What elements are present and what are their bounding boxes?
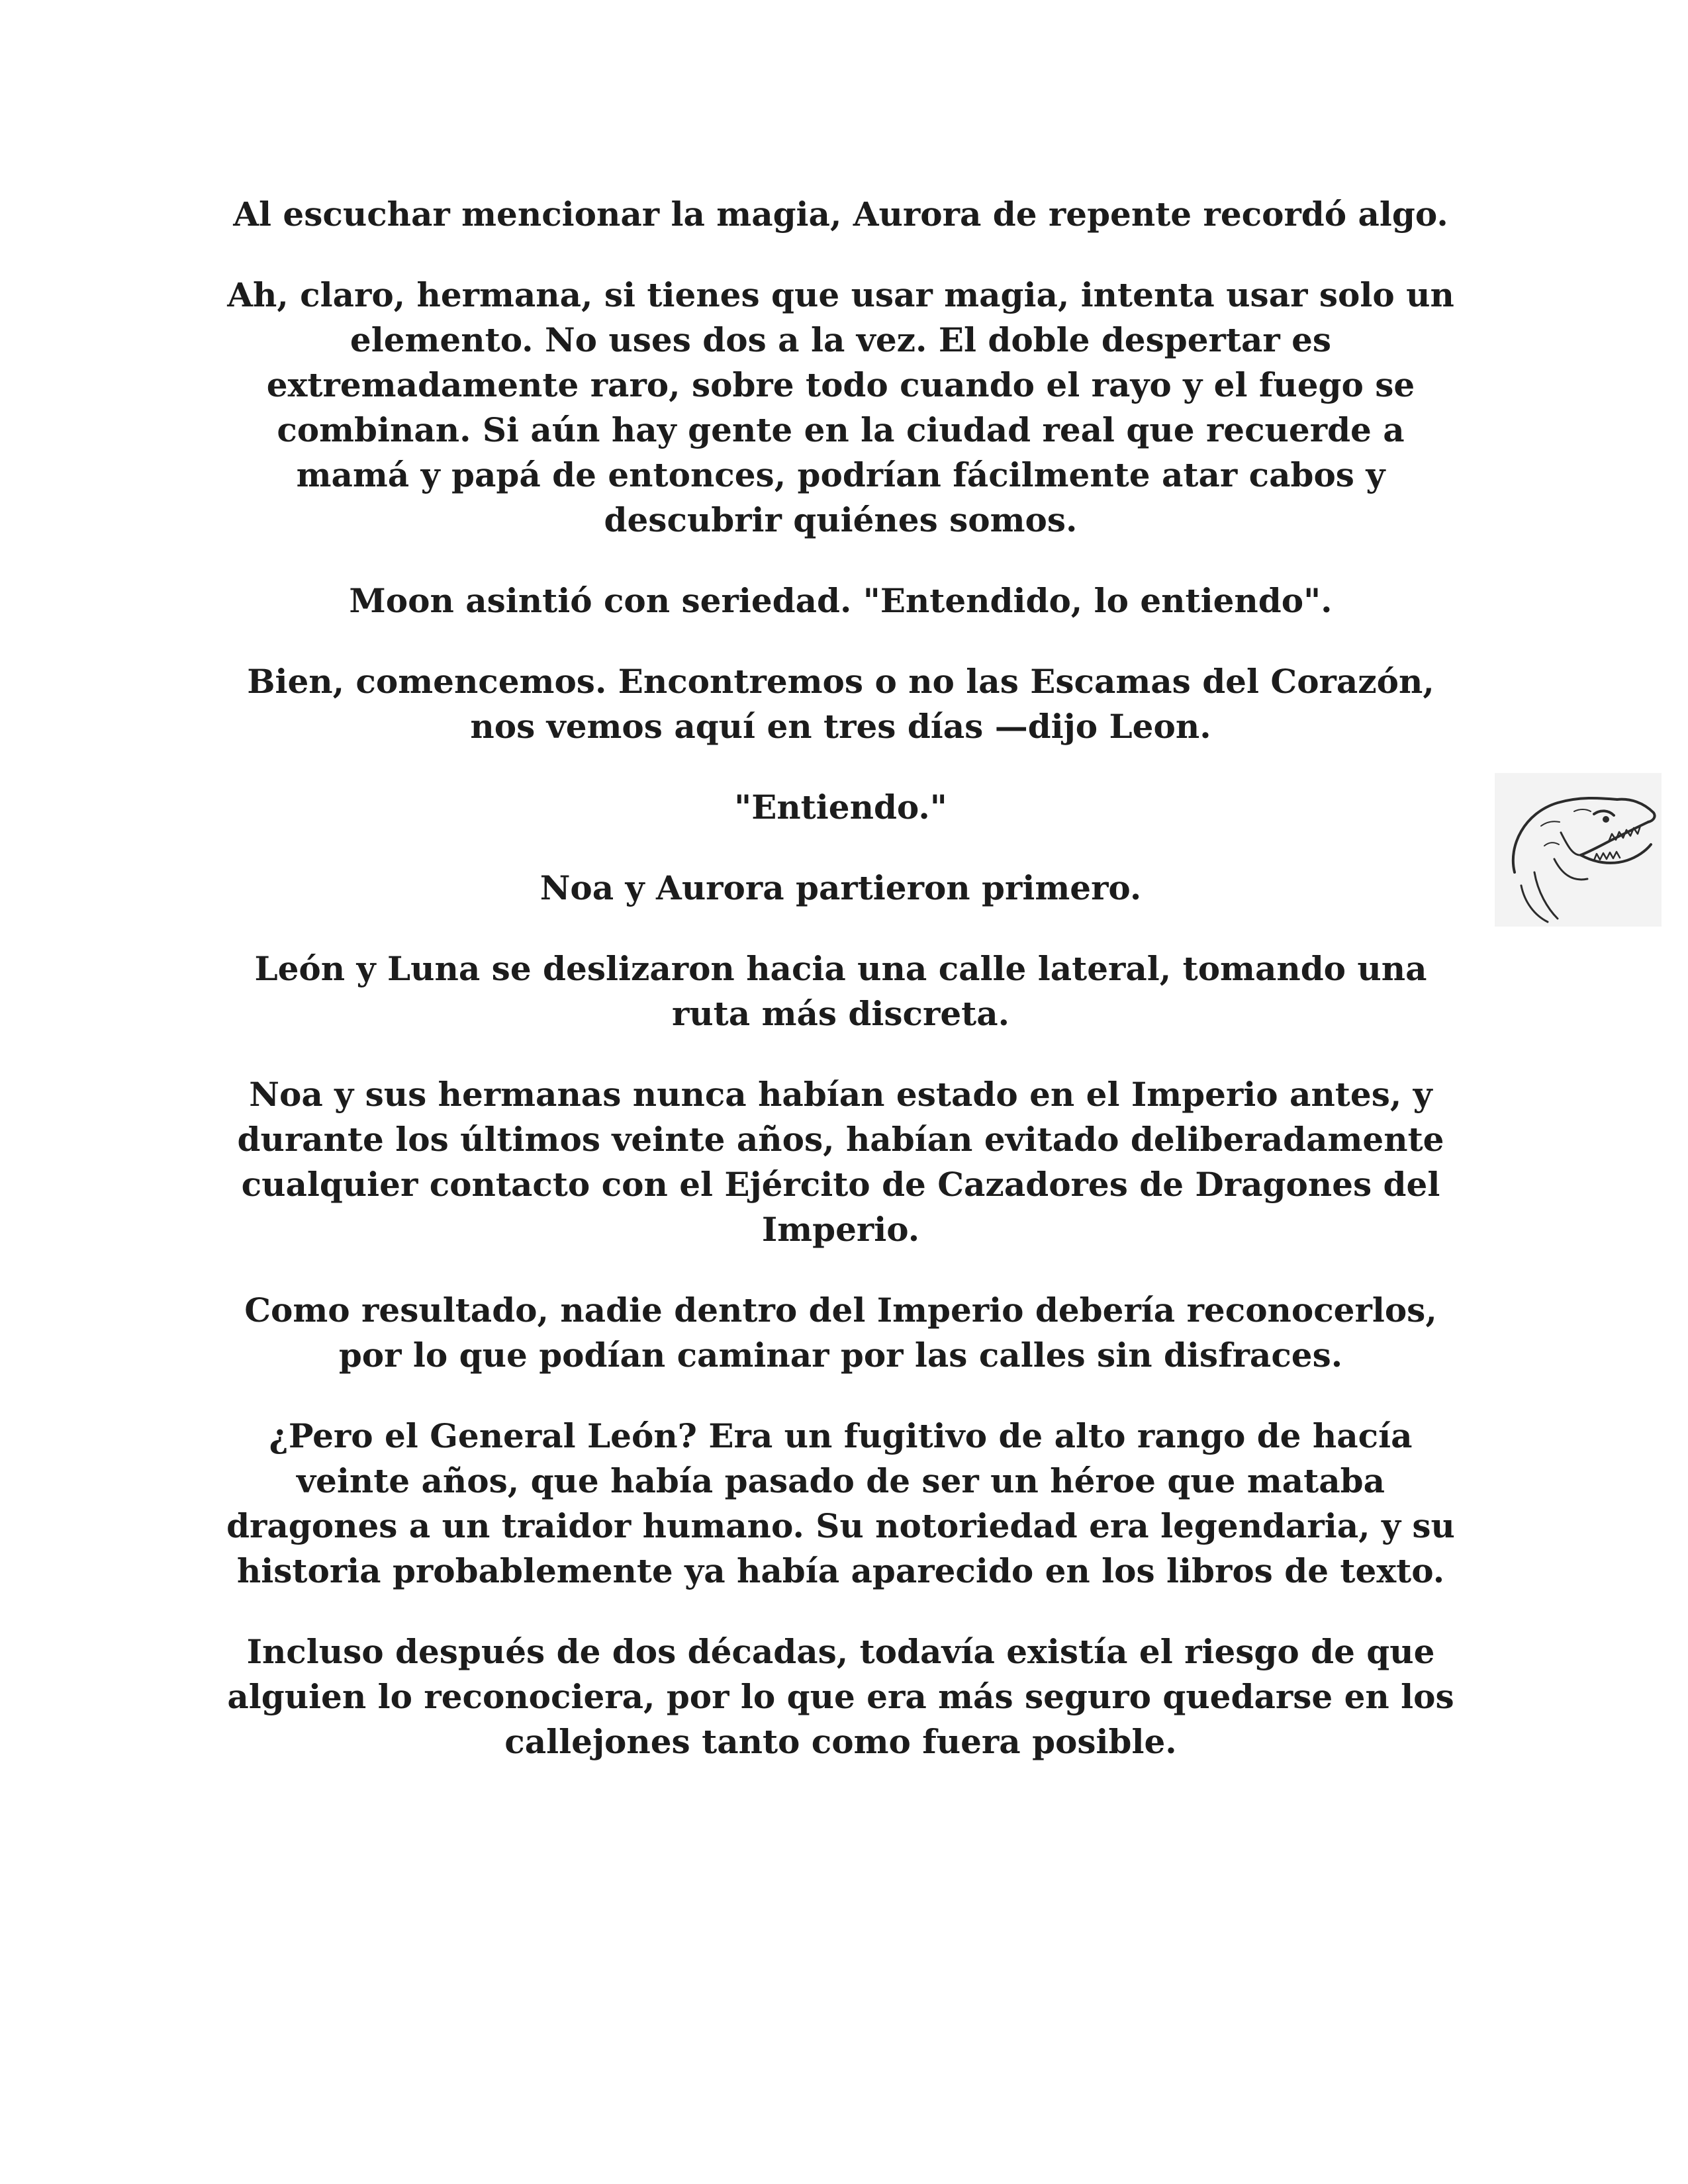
paragraph: Como resultado, nadie dentro del Imperio debería reconocerlos, por lo que podían caminar por las calles sin disfraces. — [244, 1291, 1437, 1375]
body-text — [218, 192, 1463, 1800]
paragraph: Incluso después de dos décadas, todavía existía el riesgo de que alguien lo reconociera, por lo que era más seguro quedarse en los callejones tanto como fuera posible. — [227, 1632, 1454, 1761]
paragraph: Noa y sus hermanas nunca habían estado en el Imperio antes, y durante los últimos veinte años, habían evitado deliberadamente cualquier contacto con el Ejército de Cazadores de Dragones del Imperio. — [237, 1075, 1444, 1249]
dinosaur-head-sketch-icon — [1495, 773, 1662, 927]
paragraph: León y Luna se deslizaron hacia una calle lateral, tomando una ruta más discreta. — [254, 949, 1427, 1033]
paragraph: Bien, comencemos. Encontremos o no las Escamas del Corazón, nos vemos aquí en tres días —dijo Leon. — [247, 662, 1434, 746]
paragraph: Ah, claro, hermana, si tienes que usar magia, intenta usar solo un elemento. No uses dos a la vez. El doble despertar es extremadamente raro, sobre todo cuando el rayo y el fuego se combinan. Si aún hay gente en la ciudad real que recuerde a mamá y papá de entonces, podrían fácilmente atar cabos y descubrir quiénes somos. — [227, 275, 1454, 539]
paragraph: Noa y Aurora partieron primero. — [539, 868, 1142, 907]
paragraph: "Entiendo." — [734, 788, 947, 827]
paragraph: Moon asintió con seriedad. "Entendido, lo entiendo". — [349, 581, 1333, 620]
paragraph: ¿Pero el General León? Era un fugitivo de alto rango de hacía veinte años, que había pasado de ser un héroe que mataba dragones a un traidor humano. Su notoriedad era legendaria, y su historia probablemente ya había aparecido en los libros de texto. — [226, 1416, 1455, 1590]
paragraph: Al escuchar mencionar la magia, Aurora de repente recordó algo. — [233, 195, 1448, 234]
